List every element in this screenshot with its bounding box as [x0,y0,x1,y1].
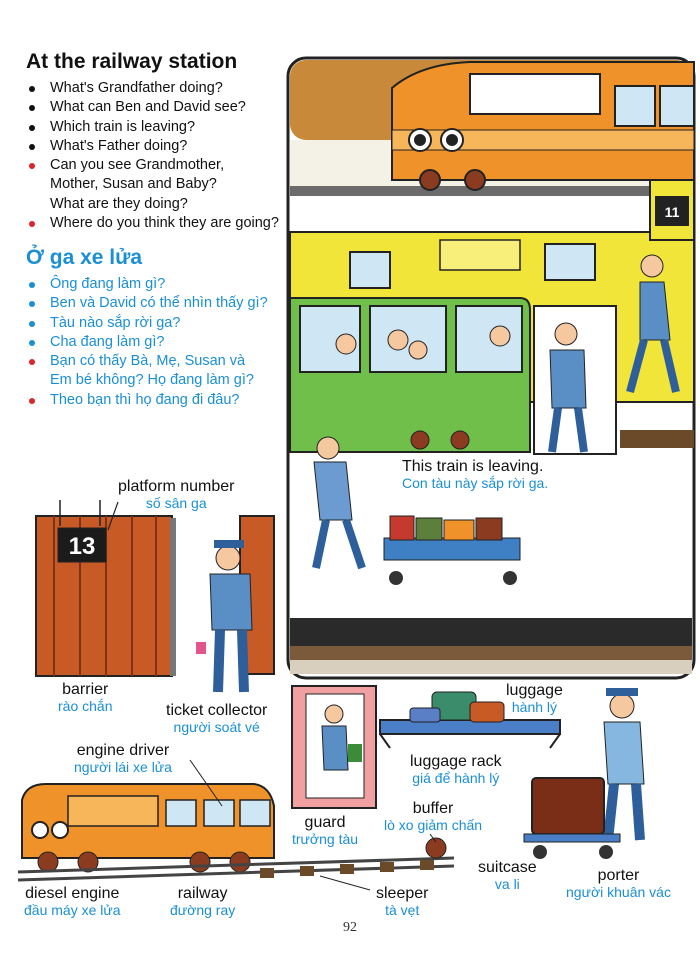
orange-train-top [392,62,694,190]
label-ticket-collector: ticket collector người soát vé [166,702,268,735]
question-item: Can you see Grandmother, Mother, Susan and Baby? What are they doing? [28,156,279,214]
train-number: 11 [664,204,680,220]
label-engine-driver: engine driver người lái xe lửa [74,742,172,775]
buffer-figure [426,838,446,858]
label-guard: guard trưởng tàu [292,814,359,847]
question-item: Ben và David có thể nhìn thấy gì? [28,294,268,313]
label-train-leaving: This train is leaving. Con tàu này sắp rời ga. [402,458,549,491]
diesel-engine-figure [22,784,274,872]
question-item: Which train is leaving? [28,118,279,137]
label-porter: porter người khuân vác [566,867,671,900]
page-number: 92 [343,920,357,935]
label-luggage: luggage hành lý [506,682,563,715]
label-platform-number: platform number số sân ga [118,478,235,511]
question-item: Where do you think they are going? [28,214,279,233]
label-barrier: barrier rào chắn [58,681,113,714]
question-item: What's Grandfather doing? [28,79,279,98]
question-item: What can Ben and David see? [28,98,279,117]
station-scene [288,58,694,678]
label-railway: railway đường ray [170,885,236,918]
guard-compartment [292,686,376,808]
vietnamese-title: Ở ga xe lửa [26,246,143,269]
platform-number-text: 13 [68,533,96,560]
label-suitcase: suitcase va li [478,859,537,892]
label-diesel-engine: diesel engine đầu máy xe lửa [24,885,121,918]
label-buffer: buffer lò xo giảm chấn [384,800,483,833]
label-luggage-rack: luggage rack giá để hành lý [410,753,502,786]
question-item: Theo bạn thì họ đang đi đâu? [28,391,268,410]
label-sleeper: sleeper tà vẹt [376,885,429,918]
question-item: Cha đang làm gì? [28,333,268,352]
question-item: Bạn có thấy Bà, Mẹ, Susan và Em bé không? Họ đang làm gì? [28,352,268,391]
question-item: Tàu nào sắp rời ga? [28,314,268,333]
page-title: At the railway station [26,50,238,73]
question-item: Ông đang làm gì? [28,275,268,294]
question-item: What's Father doing? [28,137,279,156]
